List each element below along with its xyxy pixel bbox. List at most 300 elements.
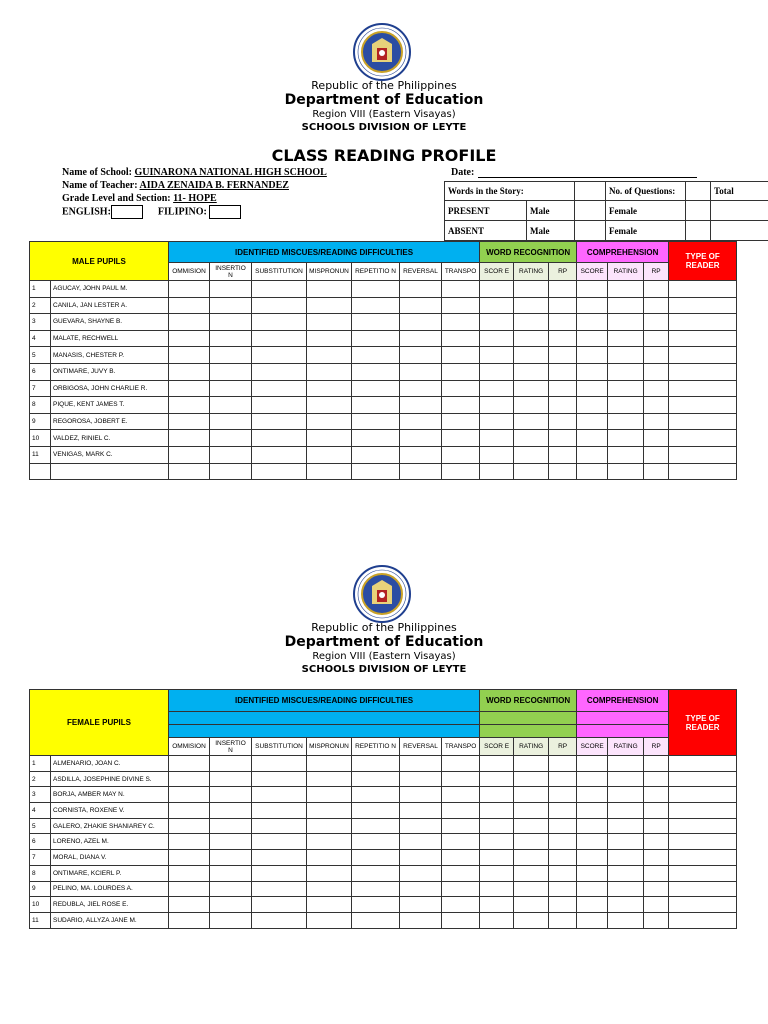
male-data-cell[interactable]: [549, 430, 577, 447]
questions-value-cell[interactable]: [686, 182, 711, 201]
female-data-cell[interactable]: [608, 881, 644, 897]
male-data-cell[interactable]: [549, 380, 577, 397]
male-data-cell[interactable]: [480, 430, 514, 447]
male-data-cell[interactable]: [442, 463, 480, 480]
absent-total-cell[interactable]: [711, 221, 768, 241]
male-data-cell[interactable]: [252, 413, 307, 430]
female-data-cell[interactable]: [514, 897, 549, 913]
female-data-cell[interactable]: [442, 881, 480, 897]
male-data-cell[interactable]: [400, 314, 442, 331]
male-data-cell[interactable]: [307, 397, 352, 414]
male-data-cell[interactable]: [644, 363, 669, 380]
male-data-cell[interactable]: [577, 347, 608, 364]
male-data-cell[interactable]: [307, 463, 352, 480]
female-data-cell[interactable]: [549, 787, 577, 803]
male-data-cell[interactable]: [644, 430, 669, 447]
female-data-cell[interactable]: [169, 881, 210, 897]
male-data-cell[interactable]: [210, 347, 252, 364]
male-data-cell[interactable]: [608, 380, 644, 397]
male-data-cell[interactable]: [252, 430, 307, 447]
female-data-cell[interactable]: [480, 865, 514, 881]
male-data-cell[interactable]: [514, 363, 549, 380]
male-data-cell[interactable]: [514, 330, 549, 347]
female-data-cell[interactable]: [442, 834, 480, 850]
male-data-cell[interactable]: [442, 397, 480, 414]
female-data-cell[interactable]: [514, 756, 549, 772]
male-data-cell[interactable]: [608, 463, 644, 480]
female-data-cell[interactable]: [577, 834, 608, 850]
male-data-cell[interactable]: [252, 463, 307, 480]
female-data-cell[interactable]: [169, 756, 210, 772]
male-data-cell[interactable]: [549, 363, 577, 380]
male-data-cell[interactable]: [669, 413, 737, 430]
male-data-cell[interactable]: [644, 413, 669, 430]
male-data-cell[interactable]: [480, 463, 514, 480]
female-data-cell[interactable]: [169, 803, 210, 819]
female-data-cell[interactable]: [400, 834, 442, 850]
male-data-cell[interactable]: [608, 347, 644, 364]
male-data-cell[interactable]: [352, 330, 400, 347]
female-data-cell[interactable]: [549, 912, 577, 928]
male-data-cell[interactable]: [577, 446, 608, 463]
female-data-cell[interactable]: [307, 897, 352, 913]
male-data-cell[interactable]: [577, 397, 608, 414]
female-data-cell[interactable]: [669, 865, 737, 881]
male-data-cell[interactable]: [169, 363, 210, 380]
female-data-cell[interactable]: [252, 756, 307, 772]
female-data-cell[interactable]: [577, 897, 608, 913]
words-value-cell[interactable]: [575, 182, 606, 201]
male-data-cell[interactable]: [669, 281, 737, 298]
male-data-cell[interactable]: [480, 330, 514, 347]
female-data-cell[interactable]: [352, 818, 400, 834]
female-data-cell[interactable]: [252, 771, 307, 787]
female-data-cell[interactable]: [608, 850, 644, 866]
female-data-cell[interactable]: [352, 912, 400, 928]
male-data-cell[interactable]: [210, 330, 252, 347]
male-data-cell[interactable]: [577, 380, 608, 397]
female-data-cell[interactable]: [352, 881, 400, 897]
female-data-cell[interactable]: [514, 771, 549, 787]
male-data-cell[interactable]: [169, 347, 210, 364]
male-data-cell[interactable]: [514, 413, 549, 430]
female-data-cell[interactable]: [480, 834, 514, 850]
female-data-cell[interactable]: [307, 850, 352, 866]
absent-male-cell[interactable]: [575, 221, 606, 241]
male-data-cell[interactable]: [577, 297, 608, 314]
present-total-cell[interactable]: [711, 201, 768, 221]
female-data-cell[interactable]: [169, 865, 210, 881]
male-data-cell[interactable]: [169, 314, 210, 331]
female-data-cell[interactable]: [577, 803, 608, 819]
male-data-cell[interactable]: [400, 281, 442, 298]
male-data-cell[interactable]: [442, 380, 480, 397]
male-data-cell[interactable]: [352, 397, 400, 414]
female-data-cell[interactable]: [608, 803, 644, 819]
male-data-cell[interactable]: [442, 314, 480, 331]
female-data-cell[interactable]: [400, 912, 442, 928]
female-data-cell[interactable]: [352, 865, 400, 881]
male-data-cell[interactable]: [549, 297, 577, 314]
male-data-cell[interactable]: [608, 363, 644, 380]
male-data-cell[interactable]: [252, 314, 307, 331]
female-data-cell[interactable]: [577, 818, 608, 834]
male-data-cell[interactable]: [480, 297, 514, 314]
female-data-cell[interactable]: [210, 865, 252, 881]
female-data-cell[interactable]: [307, 912, 352, 928]
male-data-cell[interactable]: [669, 363, 737, 380]
date-underline[interactable]: [478, 177, 697, 178]
female-data-cell[interactable]: [442, 756, 480, 772]
present-male-cell[interactable]: [575, 201, 606, 221]
male-data-cell[interactable]: [644, 463, 669, 480]
male-data-cell[interactable]: [480, 363, 514, 380]
female-data-cell[interactable]: [608, 912, 644, 928]
female-data-cell[interactable]: [608, 897, 644, 913]
female-data-cell[interactable]: [442, 850, 480, 866]
female-data-cell[interactable]: [400, 881, 442, 897]
female-data-cell[interactable]: [169, 771, 210, 787]
male-data-cell[interactable]: [514, 347, 549, 364]
male-data-cell[interactable]: [480, 347, 514, 364]
female-data-cell[interactable]: [514, 912, 549, 928]
female-data-cell[interactable]: [514, 850, 549, 866]
male-data-cell[interactable]: [400, 430, 442, 447]
female-data-cell[interactable]: [307, 756, 352, 772]
english-checkbox[interactable]: [111, 205, 143, 219]
male-data-cell[interactable]: [307, 446, 352, 463]
female-data-cell[interactable]: [669, 787, 737, 803]
male-data-cell[interactable]: [307, 330, 352, 347]
female-data-cell[interactable]: [210, 771, 252, 787]
female-data-cell[interactable]: [252, 912, 307, 928]
female-data-cell[interactable]: [549, 865, 577, 881]
male-data-cell[interactable]: [252, 397, 307, 414]
female-data-cell[interactable]: [210, 881, 252, 897]
female-data-cell[interactable]: [442, 897, 480, 913]
male-data-cell[interactable]: [400, 347, 442, 364]
male-data-cell[interactable]: [442, 281, 480, 298]
female-data-cell[interactable]: [608, 818, 644, 834]
female-data-cell[interactable]: [644, 912, 669, 928]
male-data-cell[interactable]: [307, 347, 352, 364]
male-data-cell[interactable]: [549, 463, 577, 480]
male-data-cell[interactable]: [669, 446, 737, 463]
male-data-cell[interactable]: [352, 281, 400, 298]
female-data-cell[interactable]: [210, 850, 252, 866]
female-data-cell[interactable]: [669, 771, 737, 787]
female-data-cell[interactable]: [480, 881, 514, 897]
male-data-cell[interactable]: [514, 446, 549, 463]
female-data-cell[interactable]: [577, 787, 608, 803]
male-data-cell[interactable]: [549, 314, 577, 331]
male-data-cell[interactable]: [549, 281, 577, 298]
female-data-cell[interactable]: [307, 787, 352, 803]
female-data-cell[interactable]: [307, 865, 352, 881]
male-data-cell[interactable]: [307, 297, 352, 314]
male-data-cell[interactable]: [252, 330, 307, 347]
male-data-cell[interactable]: [352, 430, 400, 447]
female-data-cell[interactable]: [169, 850, 210, 866]
female-data-cell[interactable]: [480, 803, 514, 819]
female-data-cell[interactable]: [669, 803, 737, 819]
male-data-cell[interactable]: [644, 297, 669, 314]
male-data-cell[interactable]: [608, 330, 644, 347]
male-data-cell[interactable]: [252, 380, 307, 397]
male-data-cell[interactable]: [400, 413, 442, 430]
female-data-cell[interactable]: [480, 897, 514, 913]
female-data-cell[interactable]: [352, 787, 400, 803]
male-data-cell[interactable]: [307, 430, 352, 447]
male-data-cell[interactable]: [669, 297, 737, 314]
female-data-cell[interactable]: [210, 818, 252, 834]
male-data-cell[interactable]: [549, 397, 577, 414]
female-data-cell[interactable]: [669, 756, 737, 772]
female-data-cell[interactable]: [210, 803, 252, 819]
male-data-cell[interactable]: [210, 413, 252, 430]
female-data-cell[interactable]: [577, 850, 608, 866]
male-data-cell[interactable]: [442, 330, 480, 347]
male-data-cell[interactable]: [669, 397, 737, 414]
male-data-cell[interactable]: [352, 446, 400, 463]
female-data-cell[interactable]: [644, 834, 669, 850]
male-data-cell[interactable]: [549, 446, 577, 463]
male-data-cell[interactable]: [577, 430, 608, 447]
female-data-cell[interactable]: [480, 850, 514, 866]
female-data-cell[interactable]: [352, 850, 400, 866]
female-data-cell[interactable]: [608, 771, 644, 787]
female-data-cell[interactable]: [352, 834, 400, 850]
male-data-cell[interactable]: [644, 347, 669, 364]
male-data-cell[interactable]: [608, 314, 644, 331]
female-data-cell[interactable]: [252, 865, 307, 881]
male-data-cell[interactable]: [210, 430, 252, 447]
female-data-cell[interactable]: [669, 818, 737, 834]
male-data-cell[interactable]: [210, 363, 252, 380]
male-data-cell[interactable]: [400, 380, 442, 397]
female-data-cell[interactable]: [644, 881, 669, 897]
female-data-cell[interactable]: [480, 756, 514, 772]
female-data-cell[interactable]: [400, 850, 442, 866]
female-data-cell[interactable]: [169, 818, 210, 834]
male-data-cell[interactable]: [608, 297, 644, 314]
male-data-cell[interactable]: [307, 380, 352, 397]
male-data-cell[interactable]: [577, 330, 608, 347]
female-data-cell[interactable]: [252, 803, 307, 819]
female-data-cell[interactable]: [307, 881, 352, 897]
female-data-cell[interactable]: [608, 787, 644, 803]
female-data-cell[interactable]: [549, 756, 577, 772]
male-data-cell[interactable]: [549, 330, 577, 347]
female-data-cell[interactable]: [549, 834, 577, 850]
female-data-cell[interactable]: [252, 850, 307, 866]
female-data-cell[interactable]: [577, 912, 608, 928]
male-data-cell[interactable]: [669, 430, 737, 447]
male-data-cell[interactable]: [352, 463, 400, 480]
female-data-cell[interactable]: [307, 771, 352, 787]
male-data-cell[interactable]: [577, 281, 608, 298]
female-data-cell[interactable]: [252, 897, 307, 913]
male-data-cell[interactable]: [252, 281, 307, 298]
male-data-cell[interactable]: [400, 397, 442, 414]
male-data-cell[interactable]: [400, 463, 442, 480]
female-data-cell[interactable]: [514, 803, 549, 819]
male-data-cell[interactable]: [210, 314, 252, 331]
female-data-cell[interactable]: [169, 787, 210, 803]
female-data-cell[interactable]: [577, 756, 608, 772]
filipino-checkbox[interactable]: [209, 205, 241, 219]
female-data-cell[interactable]: [644, 850, 669, 866]
male-data-cell[interactable]: [169, 380, 210, 397]
present-female-cell[interactable]: [686, 201, 711, 221]
male-data-cell[interactable]: [210, 446, 252, 463]
male-data-cell[interactable]: [307, 363, 352, 380]
male-data-cell[interactable]: [169, 446, 210, 463]
male-data-cell[interactable]: [608, 413, 644, 430]
female-data-cell[interactable]: [669, 850, 737, 866]
male-data-cell[interactable]: [169, 281, 210, 298]
male-data-cell[interactable]: [669, 380, 737, 397]
male-data-cell[interactable]: [514, 430, 549, 447]
female-data-cell[interactable]: [400, 897, 442, 913]
male-data-cell[interactable]: [400, 330, 442, 347]
male-data-cell[interactable]: [352, 314, 400, 331]
female-data-cell[interactable]: [442, 912, 480, 928]
female-data-cell[interactable]: [252, 818, 307, 834]
male-data-cell[interactable]: [442, 347, 480, 364]
male-data-cell[interactable]: [669, 330, 737, 347]
female-data-cell[interactable]: [514, 865, 549, 881]
female-data-cell[interactable]: [669, 834, 737, 850]
female-data-cell[interactable]: [577, 771, 608, 787]
male-data-cell[interactable]: [644, 314, 669, 331]
female-data-cell[interactable]: [352, 771, 400, 787]
female-data-cell[interactable]: [400, 865, 442, 881]
male-data-cell[interactable]: [514, 297, 549, 314]
female-data-cell[interactable]: [400, 803, 442, 819]
female-data-cell[interactable]: [577, 865, 608, 881]
female-data-cell[interactable]: [210, 787, 252, 803]
female-data-cell[interactable]: [549, 897, 577, 913]
female-data-cell[interactable]: [644, 803, 669, 819]
female-data-cell[interactable]: [549, 881, 577, 897]
female-data-cell[interactable]: [442, 865, 480, 881]
female-data-cell[interactable]: [210, 756, 252, 772]
female-data-cell[interactable]: [514, 787, 549, 803]
female-data-cell[interactable]: [252, 787, 307, 803]
female-data-cell[interactable]: [442, 787, 480, 803]
female-data-cell[interactable]: [549, 771, 577, 787]
male-data-cell[interactable]: [169, 430, 210, 447]
female-data-cell[interactable]: [210, 912, 252, 928]
female-data-cell[interactable]: [442, 803, 480, 819]
male-data-cell[interactable]: [669, 463, 737, 480]
female-data-cell[interactable]: [252, 834, 307, 850]
male-data-cell[interactable]: [169, 413, 210, 430]
male-data-cell[interactable]: [480, 446, 514, 463]
male-data-cell[interactable]: [252, 363, 307, 380]
male-data-cell[interactable]: [442, 446, 480, 463]
female-data-cell[interactable]: [669, 897, 737, 913]
female-data-cell[interactable]: [169, 912, 210, 928]
male-data-cell[interactable]: [644, 380, 669, 397]
female-data-cell[interactable]: [644, 897, 669, 913]
female-data-cell[interactable]: [210, 897, 252, 913]
female-data-cell[interactable]: [400, 771, 442, 787]
female-data-cell[interactable]: [400, 756, 442, 772]
male-data-cell[interactable]: [400, 297, 442, 314]
female-data-cell[interactable]: [307, 834, 352, 850]
male-data-cell[interactable]: [210, 397, 252, 414]
female-data-cell[interactable]: [549, 850, 577, 866]
male-data-cell[interactable]: [577, 463, 608, 480]
female-data-cell[interactable]: [480, 787, 514, 803]
male-data-cell[interactable]: [442, 430, 480, 447]
female-data-cell[interactable]: [514, 818, 549, 834]
male-data-cell[interactable]: [644, 281, 669, 298]
female-data-cell[interactable]: [352, 897, 400, 913]
male-data-cell[interactable]: [169, 297, 210, 314]
female-data-cell[interactable]: [352, 756, 400, 772]
female-data-cell[interactable]: [549, 818, 577, 834]
male-data-cell[interactable]: [442, 413, 480, 430]
female-data-cell[interactable]: [480, 912, 514, 928]
male-data-cell[interactable]: [252, 446, 307, 463]
male-data-cell[interactable]: [644, 446, 669, 463]
male-data-cell[interactable]: [577, 314, 608, 331]
male-data-cell[interactable]: [307, 413, 352, 430]
male-data-cell[interactable]: [577, 363, 608, 380]
male-data-cell[interactable]: [514, 380, 549, 397]
female-data-cell[interactable]: [577, 881, 608, 897]
female-data-cell[interactable]: [400, 787, 442, 803]
male-data-cell[interactable]: [352, 297, 400, 314]
female-data-cell[interactable]: [169, 834, 210, 850]
female-data-cell[interactable]: [644, 818, 669, 834]
female-data-cell[interactable]: [644, 865, 669, 881]
female-data-cell[interactable]: [608, 756, 644, 772]
male-data-cell[interactable]: [644, 330, 669, 347]
male-data-cell[interactable]: [669, 314, 737, 331]
male-data-cell[interactable]: [210, 380, 252, 397]
female-data-cell[interactable]: [644, 771, 669, 787]
female-data-cell[interactable]: [307, 803, 352, 819]
male-data-cell[interactable]: [608, 397, 644, 414]
male-data-cell[interactable]: [400, 446, 442, 463]
female-data-cell[interactable]: [442, 771, 480, 787]
male-data-cell[interactable]: [210, 281, 252, 298]
male-data-cell[interactable]: [252, 347, 307, 364]
male-data-cell[interactable]: [210, 297, 252, 314]
male-data-cell[interactable]: [307, 314, 352, 331]
female-data-cell[interactable]: [400, 818, 442, 834]
female-data-cell[interactable]: [252, 881, 307, 897]
male-data-cell[interactable]: [442, 363, 480, 380]
male-data-cell[interactable]: [514, 314, 549, 331]
male-data-cell[interactable]: [549, 413, 577, 430]
female-data-cell[interactable]: [352, 803, 400, 819]
male-data-cell[interactable]: [169, 463, 210, 480]
male-data-cell[interactable]: [608, 281, 644, 298]
female-data-cell[interactable]: [644, 787, 669, 803]
male-data-cell[interactable]: [480, 413, 514, 430]
female-data-cell[interactable]: [644, 756, 669, 772]
male-data-cell[interactable]: [400, 363, 442, 380]
female-data-cell[interactable]: [442, 818, 480, 834]
male-data-cell[interactable]: [669, 347, 737, 364]
male-data-cell[interactable]: [644, 397, 669, 414]
male-data-cell[interactable]: [442, 297, 480, 314]
